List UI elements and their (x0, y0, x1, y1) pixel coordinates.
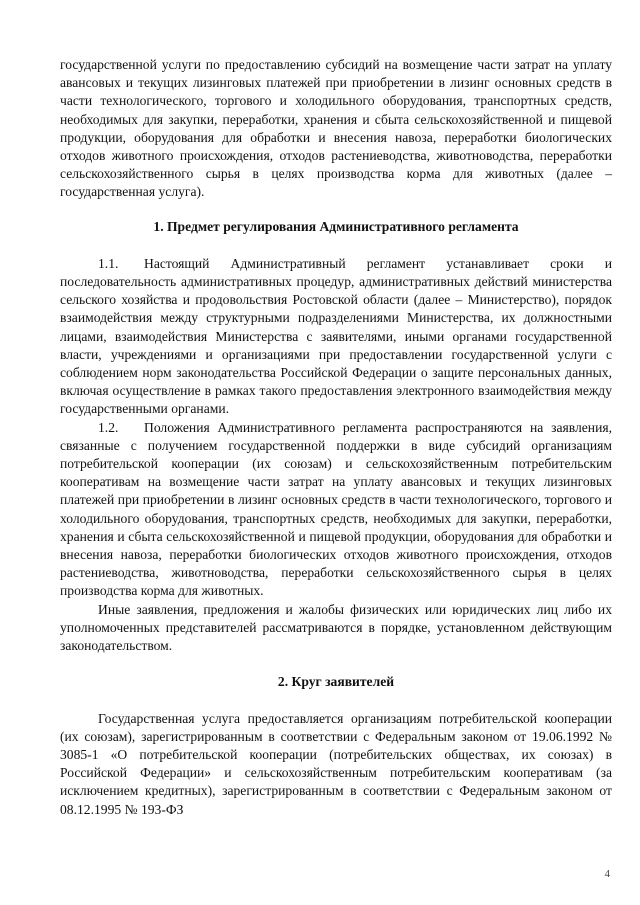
page-number: 4 (604, 868, 610, 880)
paragraph-1-2-text: Положения Административного регламента распространяются на заявления, связанные с получением государственной поддержки в виде субсидий организациям потребительской кооперации (их союзам) и сельскохозяйственным потребительским кооперативам на возмещение части затрат на уплату авансовых и текущих лизинговых платежей при приобретении в лизинг основных средств в части технологического, торгового и холодильного оборудования, транспортных средств, необходимых для закупки, переработки, хранения и сбыта сельскохозяйственной и пищевой продукции, оборудования для обработки и внесения навоза, переработки биологических отходов животного происхождения, отходов растениеводства, животноводства, переработки сельскохозяйственного сырья в целях производства корма для животных. (60, 419, 612, 599)
paragraph-1-1 (60, 255, 612, 419)
paragraph-other-requests: Иные заявления, предложения и жалобы физических или юридических лиц либо их уполномоченных представителей рассматриваются в порядке, установленном действующим законодательством. (60, 601, 612, 654)
paragraph-1-1-number: 1.1. (98, 255, 119, 271)
document-page (60, 56, 612, 819)
section-2-title: 2. Круг заявителей (277, 674, 395, 690)
paragraph-1-2 (60, 419, 612, 601)
intro-paragraph: государственной услуги по предоставлению субсидий на возмещение части затрат на уплату авансовых и текущих лизинговых платежей при приобретении в лизинг основных средств в части технологического, торгового и холодильного оборудования, транспортных средств, необходимых для закупки, переработки, хранения и сбыта сельскохозяйственной и пищевой продукции, оборудования для обработки и внесения навоза, переработки биологических отходов животного происхождения, отходов растениеводства, животноводства, переработки сельскохозяйственного сырья в целях производства корма для животных (далее – государственная услуга). (60, 57, 612, 200)
paragraph-1-2-number: 1.2. (98, 419, 119, 435)
paragraph-applicants: Государственная услуга предоставляется организациям потребительской кооперации (их союзам), зарегистрированным в соответствии с Федеральным законом от 19.06.1992 № 3085-1 «О потребительской кооперации (потребительских обществах, их союзах) в Российской Федерации» и сельскохозяйственным потребительским кооперативам (за исключением кредитных), зарегистрированным в соответствии с Федеральным законом от 08.12.1995 № 193-ФЗ (60, 710, 612, 817)
paragraph-1-1-text: Настоящий Административный регламент устанавливает сроки и последовательность административных процедур, административных действий министерства сельского хозяйства и продовольствия Ростовской области (далее – Министерство), порядок взаимодействия между структурными подразделениями Министерства, их должностными лицами, взаимодействия Министерства с заявителями, иными органами государственной власти, учреждениями и организациями при предоставлении государственной услуги с соблюдением норм законодательства Российской Федерации о защите персональных данных, включая осуществление в рамках такого предоставления электронного взаимодействия между государственными органами. (60, 255, 612, 417)
section-1-title: 1. Предмет регулирования Административного регламента (153, 218, 519, 234)
